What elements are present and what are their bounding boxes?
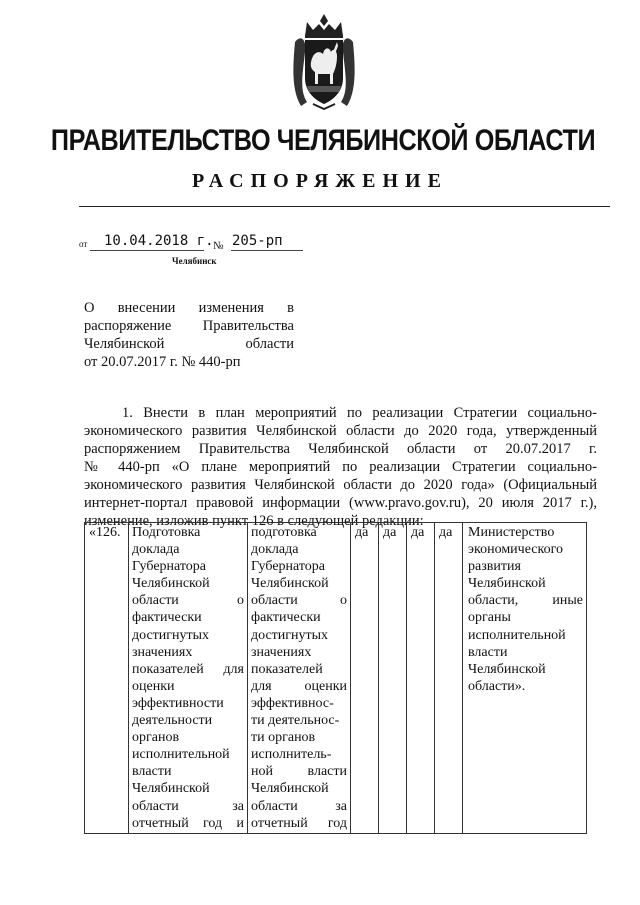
cell-line: ти деятельнос-	[251, 713, 340, 729]
body-paragraph	[84, 404, 597, 530]
paragraph-line: интернет-портал правовой информации (www.pravo.gov.ru), 20 июля 2017 г.),	[84, 495, 597, 511]
paragraph-line: изменение, изложив пункт 126 в следующей редакции:	[84, 513, 424, 529]
number-underline	[231, 250, 303, 251]
flag-value: да	[383, 525, 397, 540]
cell-line: власти	[132, 764, 172, 780]
cell-line: отчетный год	[251, 815, 347, 831]
cell-line: значениях	[251, 644, 312, 660]
document-number: 205-рп	[232, 233, 283, 249]
paragraph-line: № 440-рп «О плане мероприятий по реализации Стратегии социально-	[84, 459, 597, 475]
cell-line: доклада	[132, 542, 180, 558]
cell-line: исполнительной	[132, 747, 230, 763]
coat-of-arms-icon	[293, 12, 355, 110]
cell-line: деятельности	[132, 713, 213, 729]
subject-line: распоряжение Правительства	[84, 318, 294, 334]
cell-line: Челябинской	[468, 661, 546, 677]
cell-line: Челябинской	[251, 781, 329, 797]
cell-line: Челябинской	[132, 781, 210, 797]
cell-line: доклада	[251, 542, 299, 558]
cell-line: органов	[132, 730, 180, 746]
flag-cell	[407, 523, 435, 834]
plan-table	[84, 522, 587, 834]
cell-line: исполнитель-	[251, 747, 332, 763]
government-title: ПРАВИТЕЛЬСТВО ЧЕЛЯБИНСКОЙ ОБЛАСТИ	[50, 124, 596, 157]
cell-line: Челябинской	[132, 576, 210, 592]
cell-line: Губернатора	[132, 559, 207, 575]
cell-line: области за	[251, 798, 347, 814]
measure-cell	[129, 523, 248, 834]
cell-line: органы	[468, 610, 511, 626]
header-divider	[79, 206, 610, 207]
responsible-cell	[463, 523, 587, 834]
item-number: «126.	[89, 525, 121, 540]
subject-line: от 20.07.2017 г. № 440-рп	[84, 354, 241, 370]
flag-value: да	[411, 525, 425, 540]
flag-value: да	[355, 525, 369, 540]
cell-line: Министерство	[468, 525, 555, 540]
cell-line: достигнутых	[251, 627, 329, 643]
cell-line: фактически	[132, 610, 202, 626]
cell-line: оценки	[132, 678, 175, 694]
cell-line: области о	[251, 593, 347, 609]
cell-line: показателей для	[132, 661, 244, 677]
paragraph-line: экономического развития Челябинской области до 2020 года» (Официальный	[84, 477, 597, 493]
cell-line: Челябинской	[468, 576, 546, 592]
cell-line: эффективнос-	[251, 695, 334, 711]
cell-line: показателей	[251, 661, 323, 677]
flag-cell	[351, 523, 379, 834]
cell-line: области, иные	[468, 593, 583, 609]
subject-line: О внесении изменения в	[84, 300, 294, 316]
document-date: 10.04.2018 г.	[104, 233, 214, 249]
flag-value: да	[439, 525, 453, 540]
cell-line: фактически	[251, 610, 321, 626]
cell-line: достигнутых	[132, 627, 210, 643]
cell-line: развития	[468, 559, 521, 575]
cell-line: власти	[468, 644, 508, 660]
number-prefix: №	[213, 240, 224, 252]
date-underline	[90, 250, 204, 251]
paragraph-line: 1. Внести в план мероприятий по реализации Стратегии социально-	[122, 405, 597, 421]
subject-line: Челябинской области	[84, 336, 294, 352]
paragraph-line: распоряжением Правительства Челябинской области от 20.07.2017 г.	[84, 441, 597, 457]
cell-line: области за	[132, 798, 244, 814]
item-number-cell	[85, 523, 129, 834]
cell-line: Челябинской	[251, 576, 329, 592]
cell-line: для оценки	[251, 678, 347, 694]
document-subject	[84, 299, 294, 371]
result-cell	[248, 523, 351, 834]
cell-line: исполнительной	[468, 627, 566, 643]
cell-line: подготовка	[251, 525, 317, 540]
cell-line: значениях	[132, 644, 193, 660]
document-type: РАСПОРЯЖЕНИЕ	[192, 170, 448, 192]
cell-line: эффективности	[132, 695, 224, 711]
paragraph-line: экономического развития Челябинской области до 2020 года, утвержденный	[84, 423, 597, 439]
cell-line: ной власти	[251, 764, 347, 780]
cell-line: экономического	[468, 542, 563, 558]
cell-line: Подготовка	[132, 525, 201, 540]
cell-line: отчетный год и	[132, 815, 244, 831]
cell-line: ти органов	[251, 730, 316, 746]
cell-line: области о	[132, 593, 244, 609]
table-row	[85, 523, 587, 834]
flag-cell	[379, 523, 407, 834]
cell-line: Губернатора	[251, 559, 326, 575]
date-prefix: от	[79, 239, 88, 249]
cell-line: области».	[468, 678, 526, 694]
flag-cell	[435, 523, 463, 834]
city-name: Челябинск	[172, 256, 217, 266]
